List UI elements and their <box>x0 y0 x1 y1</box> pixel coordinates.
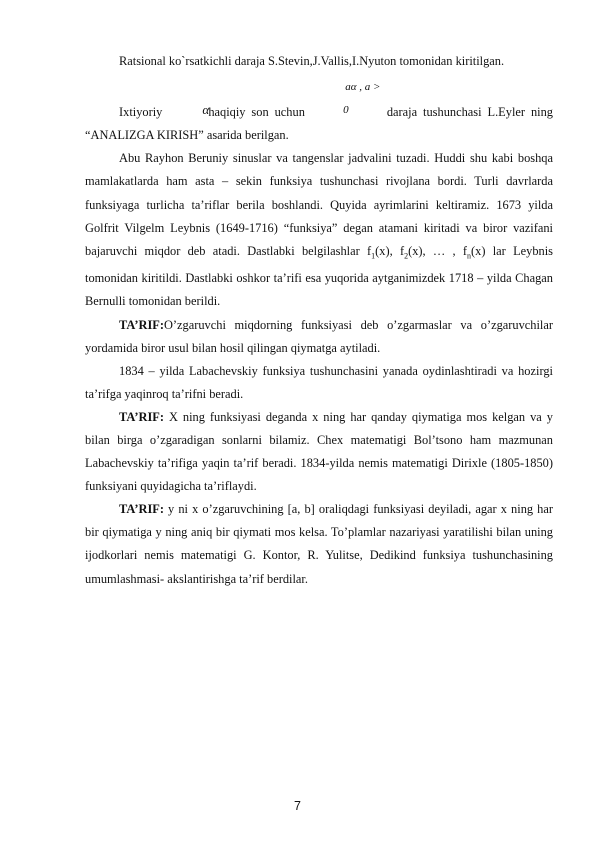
alpha-symbol: α <box>202 102 210 118</box>
definition-text: O’zgaruvchi miqdorning funksiyasi deb o’zgarmaslar va o’zgaruvchilar yordamida biror usul bilan hosil qilingan qiymatga aytiladi. <box>85 317 553 355</box>
p3-text-c: (x), … , f <box>408 243 468 258</box>
p2-text-b: haqiqiy son uchun <box>208 105 305 120</box>
p3-sub-2: 2 <box>404 251 409 261</box>
paragraph-definition-3 <box>85 498 553 590</box>
paragraph-definition-2 <box>85 406 553 498</box>
paragraph-rational-exponent: Ratsional ko`rsatkichli daraja S.Stevin,J.Vallis,I.Nyuton tomonidan kiritilgan. <box>119 54 505 68</box>
definition-text: X ning funksiyasi deganda x ning har qanday qiymatiga mos kelgan va y bilan birga o’zgaradigan sonlarni bilamiz. Chex matematigi Bol’tsono ham mazmunan Labachevskiy ta’rifiga yaqin ta’rif beradi. 1834-yilda nemis matematigi Dirixle (1805-1850) funksiyani quyidagicha ta’riflaydi. <box>85 409 553 494</box>
definition-label: TA’RIF: <box>119 502 164 517</box>
definition-label: TA’RIF: <box>119 409 164 424</box>
p3-text-d: (x) lar Leybnis tomonidan kiritildi. Dastlabki oshkor ta’rifi esa yuqorida aytganimizdek 1718 – yilda Chagan Bernulli tomonidan berildi. <box>85 243 553 309</box>
page-number: 7 <box>294 799 301 813</box>
power-condition-formula: aα , a > 0 <box>343 81 381 117</box>
paragraph-history <box>85 147 553 313</box>
p3-sub-1: 1 <box>371 251 376 261</box>
p2-text-c: daraja tushunchasi L.Eyler ning “ANALIZGA KIRISH” asarida berilgan. <box>85 105 553 143</box>
definition-text: y ni x o’zgaruvchining [a, b] oraliqdagi funksiyasi deyiladi, agar x ning har bir qiymatiga y ning aniq bir qiymati mos kelsa. To’plamlar nazariyasi yaratilishi bilan uning ijodkorlari nemis matematigi G. Kontor, R. Yulitse, Dedikind funksiya tushunchasining umumlashmasi- akslantirishga ta’rif berdilar. <box>85 502 553 586</box>
p3-text-a: Abu Rayhon Beruniy sinuslar va tangenslar jadvalini tuzadi. Huddi shu kabi boshqa mamlakatlarda ham asta – sekin funksiya tushunchasi rivojlana bordi. Turli davrlarda funksiyaga turlicha ta’riflar berila boshlandi. Quyida ayrimlarini keltiramiz. 1673 yilda Golfrit Vilgelm Leybnis (1649-1716) “funksiya” degan atamani kiritadi va biror vazifani bajaruvchi miqdor deb atadi. Dastlabki belgilashlar f <box>85 151 553 258</box>
definition-label: TA’RIF: <box>119 317 164 332</box>
paragraph-euler <box>85 76 553 147</box>
p2-text-a: Ixtiyoriy <box>119 105 163 120</box>
p3-sub-n: n <box>467 251 472 261</box>
paragraph-lobachevsky: 1834 – yilda Labachevskiy funksiya tushunchasini yanada oydinlashtiradi va hozirgi ta’rifga yaqinroq ta’rifni beradi. <box>85 363 553 401</box>
document-page <box>85 50 553 591</box>
paragraph-definition-1 <box>85 314 553 360</box>
p3-text-b: (x), f <box>375 243 405 258</box>
